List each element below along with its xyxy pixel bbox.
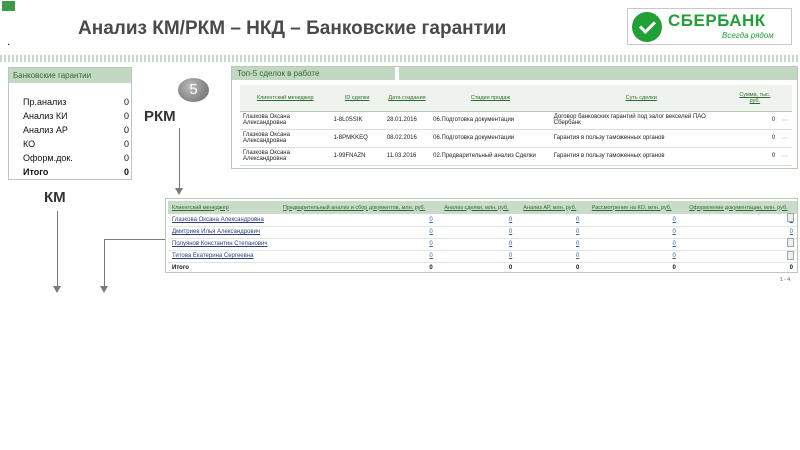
total-value: 0	[508, 265, 513, 272]
rkm-label: РКМ	[144, 108, 176, 125]
row-menu-icon[interactable]: ⋯	[778, 129, 792, 147]
cell-stage: 06.Подготовка документации	[430, 129, 551, 147]
summary-value: 0	[123, 153, 129, 163]
rkm-arrow-line	[179, 128, 180, 188]
value-link[interactable]: 0	[583, 250, 680, 262]
summary-label: Итого	[23, 167, 49, 177]
value-link[interactable]: 0	[516, 250, 583, 262]
cell-amount: 0	[732, 147, 778, 165]
logo-slogan: Всегда рядом	[722, 31, 774, 40]
table-row[interactable]	[168, 250, 797, 262]
value-link[interactable]: 0	[272, 226, 437, 238]
value-link[interactable]	[680, 250, 797, 262]
panel-header	[232, 67, 797, 80]
table-header	[240, 85, 792, 111]
logo-name: СБЕРБАНК	[668, 11, 766, 30]
manager-link[interactable]: Титова Екатерина Сергеевна	[168, 250, 272, 262]
table-row[interactable]	[240, 129, 792, 147]
cell-date: 08.02.2016	[384, 129, 430, 147]
bullet-dot: .	[7, 34, 11, 48]
scrollbar-thumb[interactable]	[787, 213, 794, 222]
total-value: 0	[672, 265, 676, 272]
summary-value: 0	[123, 125, 129, 135]
panel-title: Банковские гарантии	[9, 68, 131, 83]
sberbank-logo	[627, 8, 792, 45]
manager-link[interactable]: Дмитриев Илья Александрович	[168, 226, 272, 238]
summary-row[interactable]	[23, 153, 129, 166]
summary-row[interactable]	[23, 97, 129, 110]
value-link[interactable]: 0	[583, 214, 680, 226]
value-link[interactable]	[680, 238, 797, 250]
cell-date: 28.01.2016	[384, 111, 430, 129]
header-separator	[395, 67, 399, 80]
arrowhead-down-icon	[53, 286, 61, 293]
value-link[interactable]: 0	[272, 238, 437, 250]
km-arrow-line-left	[57, 211, 58, 286]
summary-total-row	[23, 167, 129, 180]
scrollbar-thumb[interactable]	[787, 251, 794, 260]
summary-label: Анализ КИ	[23, 111, 68, 121]
summary-label: КО	[23, 139, 36, 149]
column-header[interactable]: Сумма, тыс. руб.	[732, 85, 778, 111]
value-link[interactable]: 0	[583, 238, 680, 250]
cell-manager: Глазкова Оксана Александровна	[240, 147, 330, 165]
column-header-blank	[778, 85, 792, 111]
cell-description: Гарантия в пользу таможенных органов	[551, 129, 732, 147]
table-row[interactable]	[240, 147, 792, 165]
sberbank-emblem-icon	[632, 12, 662, 42]
summary-row[interactable]	[23, 111, 129, 124]
manager-link[interactable]: Полуянов Константин Степанович	[168, 238, 272, 250]
column-header[interactable]: Дата создания	[384, 85, 430, 111]
value-link[interactable]: 0	[272, 214, 437, 226]
table-row[interactable]	[168, 214, 797, 226]
total-value: 0	[789, 265, 793, 272]
value-link[interactable]: 0	[680, 226, 797, 238]
table-header	[168, 201, 797, 214]
value-link[interactable]	[680, 214, 797, 226]
cell-amount: 0	[732, 111, 778, 129]
cell-stage: 06.Подготовка документации	[430, 111, 551, 129]
managers-table	[168, 201, 797, 274]
column-header[interactable]: Анализ АР, млн. руб.	[516, 201, 583, 214]
cell-deal-id: 1-8PMKKEQ	[330, 129, 383, 147]
table-row[interactable]	[168, 226, 797, 238]
deals-table	[240, 85, 792, 166]
column-header[interactable]: Рассмотрение на КО, млн. руб.	[583, 201, 680, 214]
value-link[interactable]: 0	[516, 238, 583, 250]
column-header[interactable]: Стадия продаж	[430, 85, 551, 111]
column-header[interactable]: Оформление документации, млн. руб.	[680, 201, 797, 214]
cell-manager: Глазкова Оксана Александровна	[240, 129, 330, 147]
top-deals-panel	[231, 66, 798, 169]
summary-value: 0	[123, 139, 129, 149]
cell-description: Гарантия в пользу таможенных органов	[551, 147, 732, 165]
summary-label: Оформ.док.	[23, 153, 73, 163]
summary-value: 0	[123, 97, 129, 107]
scrollbar-thumb[interactable]	[787, 238, 794, 247]
total-value: 0	[429, 265, 433, 272]
cell-stage: 02.Предварительный анализ Сделки	[430, 147, 551, 165]
cell-manager: Глазкова Оксана Александровна	[240, 111, 330, 129]
step-badge: 5	[178, 78, 209, 102]
total-label: Итого	[172, 265, 189, 272]
table-row[interactable]	[240, 111, 792, 129]
arrowhead-down-icon	[100, 286, 108, 293]
value-link[interactable]: 0	[272, 250, 437, 262]
total-value: 0	[576, 265, 580, 272]
summary-label: Пр.анализ	[23, 97, 67, 107]
cell-deal-id: 1-99FNAZN	[330, 147, 383, 165]
summary-label: Анализ АР	[23, 125, 68, 135]
cell-amount: 0	[732, 129, 778, 147]
cell-deal-id: 1-8L0SSIK	[330, 111, 383, 129]
summary-row[interactable]	[23, 125, 129, 138]
column-header[interactable]: Анализ сделки, млн. руб.	[437, 201, 516, 214]
row-menu-icon[interactable]: ⋯	[778, 111, 792, 129]
km-connector-line	[105, 239, 169, 240]
value-link[interactable]: 0	[516, 226, 583, 238]
value-link[interactable]: 0	[437, 214, 516, 226]
column-header[interactable]: Клиентский менеджер	[168, 201, 272, 214]
cell-date: 11.03.2016	[384, 147, 430, 165]
value-link[interactable]: 0	[583, 226, 680, 238]
column-header[interactable]: Предварительный анализ и сбор документов, млн. руб.	[272, 201, 437, 214]
km-arrow-line-right	[104, 239, 105, 286]
guarantees-summary-panel	[8, 67, 132, 180]
table-total-row	[168, 262, 797, 274]
rkm-arrowhead-icon	[175, 188, 183, 195]
managers-panel	[165, 198, 798, 273]
summary-row[interactable]	[23, 139, 129, 152]
manager-link[interactable]: Глазкова Оксана Александровна	[168, 214, 272, 226]
header-divider	[0, 55, 800, 62]
km-label: КМ	[44, 189, 66, 206]
cell-description: Договор банковских гарантий под залог векселей ПАО Сбербанк	[551, 111, 732, 129]
value-link[interactable]: 0	[516, 214, 583, 226]
column-header[interactable]: Клиентский менеджер	[240, 85, 330, 111]
panel-title: Топ-5 сделок в работе	[237, 69, 320, 78]
value-link[interactable]: 0	[437, 238, 516, 250]
value-link[interactable]: 0	[437, 250, 516, 262]
column-header[interactable]: ID сделки	[330, 85, 383, 111]
summary-value: 0	[123, 167, 129, 177]
value-link[interactable]: 0	[437, 226, 516, 238]
slide-title: Анализ КМ/РКМ – НКД – Банковские гарантии	[78, 18, 507, 39]
table-row[interactable]	[168, 238, 797, 250]
pagination-info: 1 - 4	[780, 277, 791, 283]
summary-value: 0	[123, 111, 129, 121]
column-header[interactable]: Суть сделки	[551, 85, 732, 111]
row-menu-icon[interactable]: ⋯	[778, 147, 792, 165]
corner-marker	[2, 1, 15, 11]
